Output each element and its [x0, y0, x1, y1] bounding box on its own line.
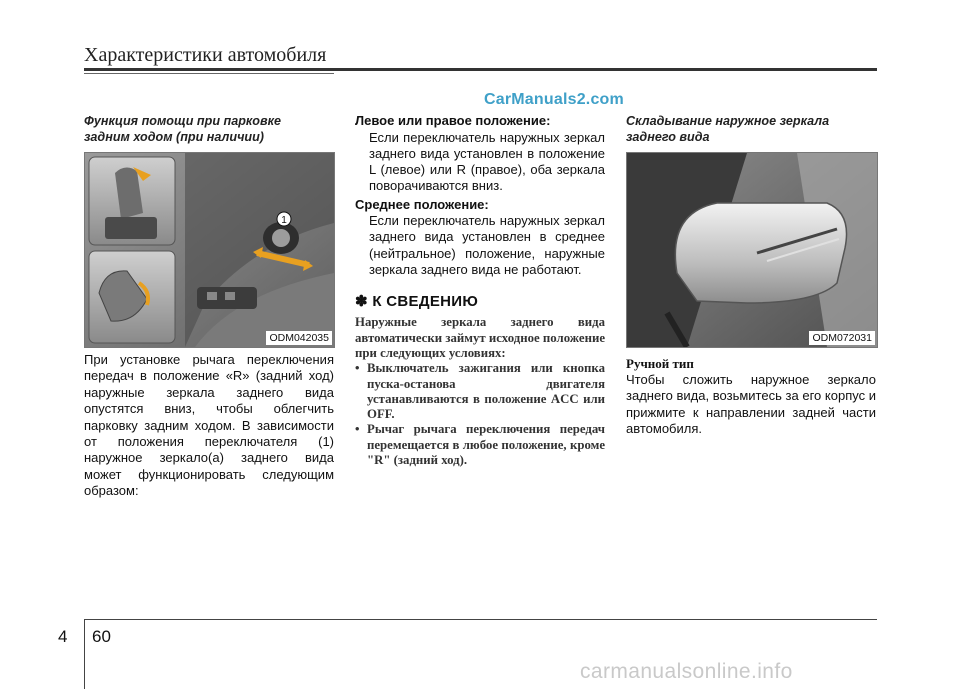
footer-divider	[84, 619, 85, 689]
bullet-marker: •	[355, 422, 360, 437]
left-title-line2: задним ходом (при наличии)	[84, 130, 264, 144]
right-body-text: Чтобы сложить наружное зеркало заднего вида, возьмитесь за его корпус и прижмите к направлении задней части автомобиля.	[626, 372, 876, 437]
center-position-text: Если переключатель наружных зеркал заднего вида установлен в среднее (нейтральное) положение, наружные зеркала заднего вида не работают.	[369, 213, 605, 278]
callout-number: 1	[281, 215, 287, 226]
parking-assist-illustration	[84, 152, 335, 348]
lr-position-label: Левое или правое положение:	[355, 113, 551, 128]
watermark-bottom: carmanualsonline.info	[580, 660, 793, 683]
note-bullet-text: Рычаг рычага переключения передач перемещается в любое положение, кроме "R" (задний ход).	[367, 422, 605, 468]
manual-type-label: Ручной тип	[626, 356, 694, 371]
chapter-number: 4	[58, 627, 68, 646]
note-heading: ✽ К СВЕДЕНИЮ	[355, 293, 479, 311]
footer-rule	[84, 619, 877, 620]
left-body-text: При установке рычага переключения передач в положение «R» (задний ход) наружные зеркала заднего вида опустятся вниз, чтобы облегчить парковку задним ходом. В зависимости от положения переключателя (1) наружное зеркало(а) заднего вида может функционировать следующим образом:	[84, 352, 334, 499]
note-bullet-text: Выключатель зажигания или кнопка пуска-останова двигателя устанавливаются в положение ACC или OFF.	[367, 361, 605, 422]
note-intro: Наружные зеркала заднего вида автоматически займут исходное положение при следующих условиях:	[355, 315, 605, 360]
page-number: 60	[92, 627, 111, 646]
watermark-top: CarManuals2.com	[484, 91, 624, 108]
header-rule	[84, 68, 877, 71]
image-code-left: ODM042035	[266, 331, 332, 345]
image-code-right: ODM072031	[809, 331, 875, 345]
right-body	[626, 356, 876, 438]
right-title-line2: заднего вида	[626, 130, 710, 144]
left-section-title	[84, 113, 334, 145]
right-title-line1: Складывание наружное зеркала	[626, 114, 830, 128]
lr-position-text: Если переключатель наружных зеркал заднего вида установлен в положение L (левое) или R (правое), оба зеркала поворачиваются вниз.	[369, 129, 605, 194]
center-position-label: Среднее положение:	[355, 196, 489, 212]
left-title-line1: Функция помощи при парковке	[84, 114, 281, 128]
mirror-drawing	[627, 153, 877, 347]
bullet-marker: •	[355, 361, 360, 376]
header-rule-accent	[84, 73, 334, 74]
right-section-title	[626, 113, 876, 145]
note-bullet	[355, 361, 605, 422]
middle-column	[355, 113, 605, 468]
note-bullet	[355, 422, 605, 468]
running-header: Характеристики автомобиля	[84, 44, 327, 66]
door-switch-drawing	[85, 153, 334, 347]
folding-mirror-illustration	[626, 152, 878, 348]
